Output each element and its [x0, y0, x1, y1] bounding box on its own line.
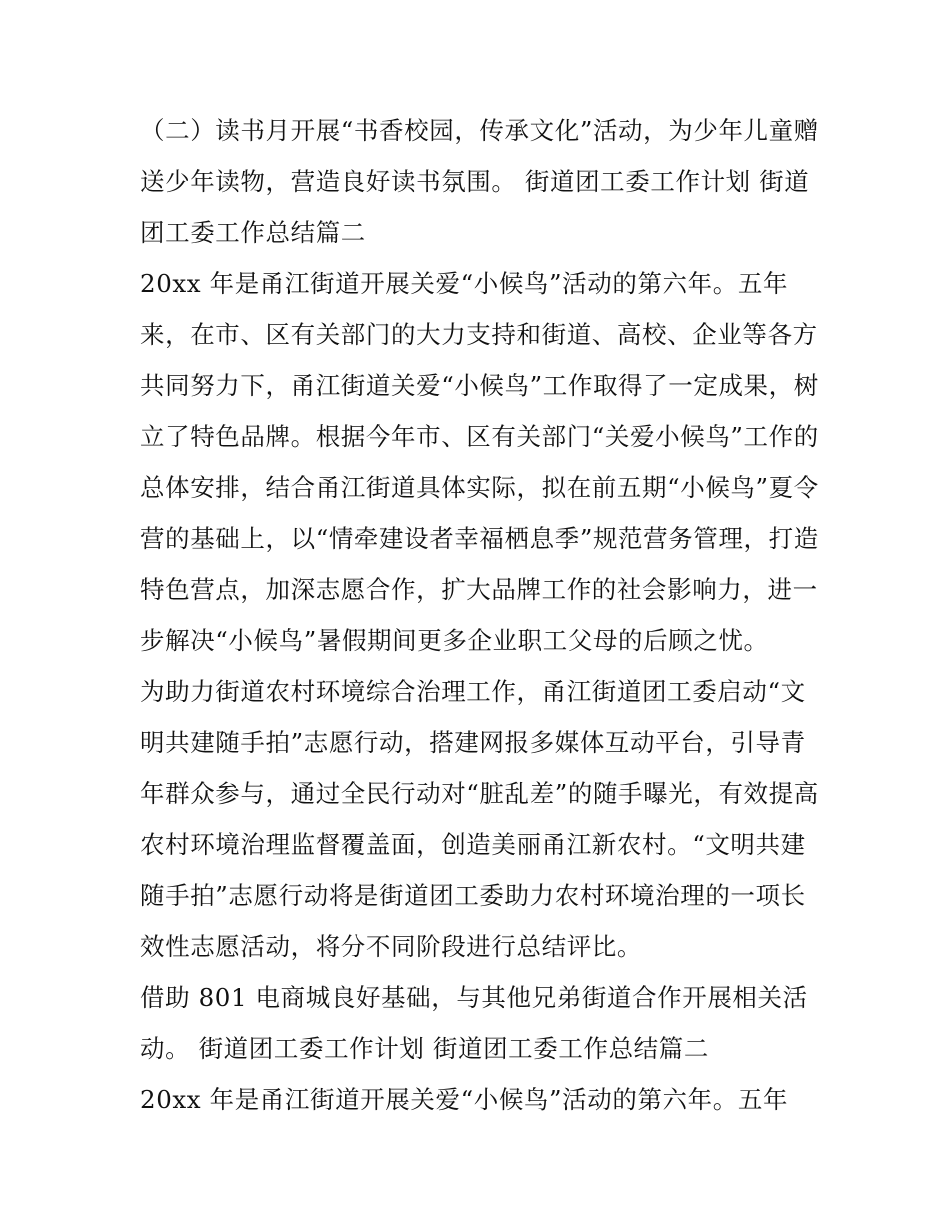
- text-line: 20xx 年是甬江街道开展关爱“小候鸟”活动的第六年。五年: [140, 269, 789, 298]
- text-line: 农村环境治理监督覆盖面，创造美丽甬江新农村。“文明共建: [140, 830, 806, 859]
- text-line: 随手拍”志愿行动将是街道团工委助力农村环境治理的一项长: [140, 881, 806, 910]
- text-line: 为助力街道农村环境综合治理工作，甬江街道团工委启动“文: [140, 677, 806, 706]
- text-line: 特色营点，加深志愿合作，扩大品牌工作的社会影响力，进一: [140, 575, 818, 604]
- text-line: 步解决“小候鸟”暑假期间更多企业职工父母的后顾之忧。: [140, 626, 769, 655]
- text-line: 效性志愿活动，将分不同阶段进行总结评比。: [140, 932, 642, 961]
- text-line: 年群众参与，通过全民行动对“脏乱差”的随手曝光，有效提高: [140, 779, 819, 808]
- text-line: 20xx 年是甬江街道开展关爱“小候鸟”活动的第六年。五年: [140, 1085, 789, 1114]
- text-line: 共同努力下，甬江街道关爱“小候鸟”工作取得了一定成果，树: [140, 371, 819, 400]
- text-line: 立了特色品牌。根据今年市、区有关部门“关爱小候鸟”工作的: [140, 422, 819, 451]
- text-line: （二）读书月开展“书香校园，传承文化”活动，为少年儿童赠: [140, 116, 819, 145]
- document-body: [140, 105, 820, 1125]
- text-line: 来，在市、区有关部门的大力支持和街道、高校、企业等各方: [140, 320, 818, 349]
- text-line: 借助 801 电商城良好基础，与其他兄弟街道合作开展相关活: [140, 983, 808, 1012]
- text-line: 总体安排，结合甬江街道具体实际，拟在前五期“小候鸟”夏令: [140, 473, 819, 502]
- text-line: 营的基础上，以“情牵建设者幸福栖息季”规范营务管理，打造: [140, 524, 819, 553]
- text-line: 送少年读物，营造良好读书氛围。 街道团工委工作计划 街道: [140, 167, 810, 196]
- text-line: 明共建随手拍”志愿行动，搭建网报多媒体互动平台，引导青: [140, 728, 806, 757]
- text-line: 动。 街道团工委工作计划 街道团工委工作总结篇二: [140, 1034, 709, 1063]
- text-line: 团工委工作总结篇二: [140, 218, 366, 247]
